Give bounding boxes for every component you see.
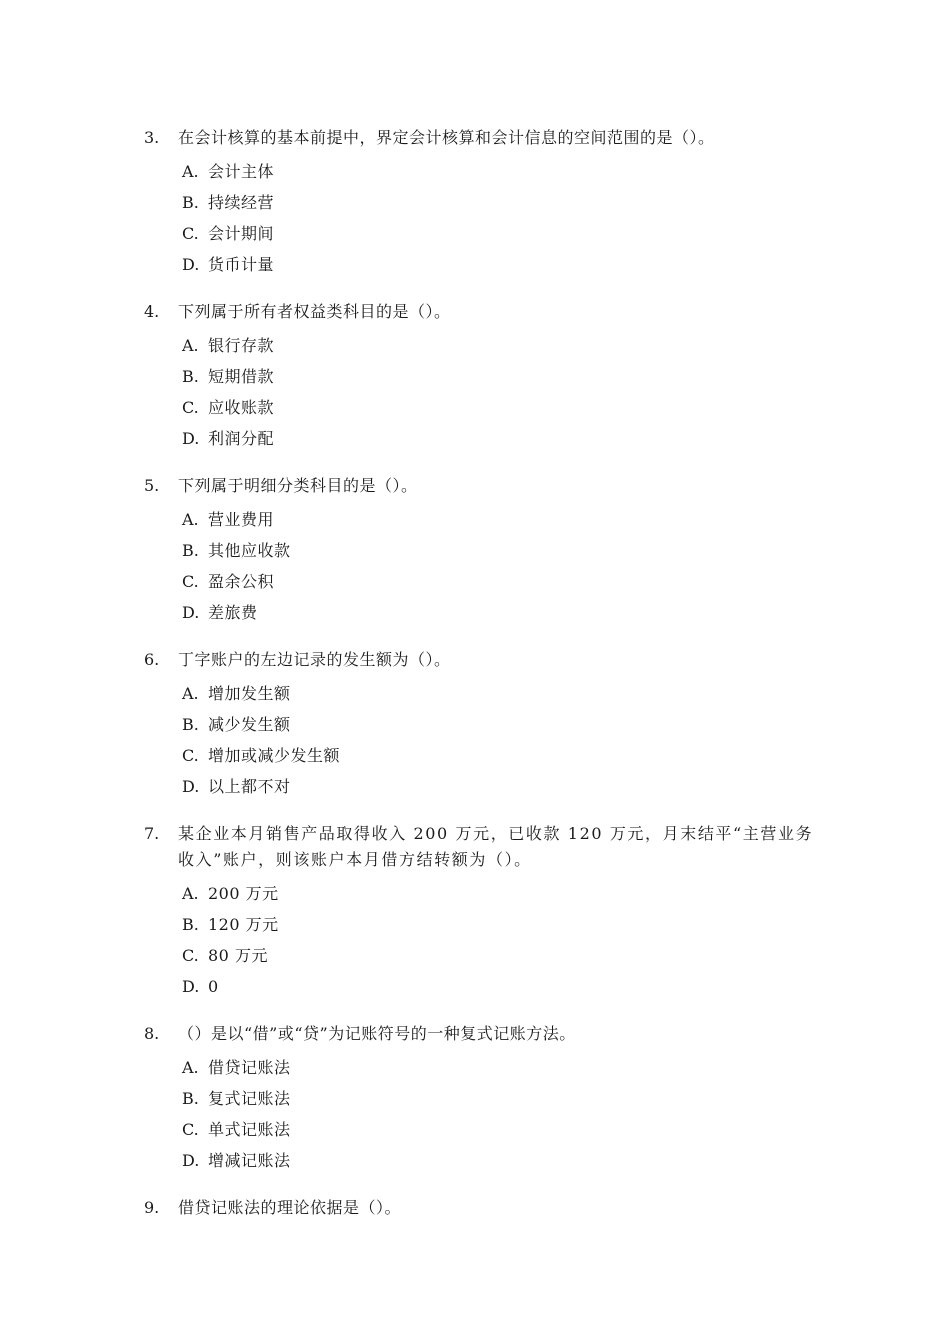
option-d (182, 771, 824, 802)
option-a (182, 156, 824, 187)
option-list (182, 678, 824, 802)
option-letter: A. (182, 1058, 199, 1077)
option-d (182, 423, 824, 454)
option-letter: C. (182, 746, 199, 765)
option-letter: B. (182, 915, 199, 934)
option-text: 利润分配 (208, 429, 275, 448)
question-7 (144, 821, 824, 1002)
option-text: 借贷记账法 (208, 1058, 291, 1077)
option-text: 盈余公积 (208, 572, 275, 591)
option-text: 营业费用 (208, 510, 275, 529)
question-number: 7. (144, 824, 160, 843)
option-letter: C. (182, 398, 199, 417)
question-3 (144, 125, 824, 280)
option-text: 增加或减少发生额 (208, 746, 341, 765)
option-d (182, 597, 824, 628)
option-b (182, 909, 824, 940)
option-text: 会计主体 (208, 162, 275, 181)
option-letter: A. (182, 510, 199, 529)
option-d (182, 249, 824, 280)
option-letter: A. (182, 884, 199, 903)
option-letter: D. (182, 977, 200, 996)
option-letter: C. (182, 572, 199, 591)
option-letter: B. (182, 1089, 199, 1108)
option-d (182, 1145, 824, 1176)
option-letter: C. (182, 1120, 199, 1139)
option-a (182, 878, 824, 909)
option-text: 120 万元 (208, 915, 279, 934)
option-letter: D. (182, 603, 200, 622)
option-letter: A. (182, 684, 199, 703)
option-letter: C. (182, 224, 199, 243)
option-letter: B. (182, 715, 199, 734)
question-4 (144, 299, 824, 454)
option-c (182, 1114, 824, 1145)
question-text: （）是以“借”或“贷”为记账符号的一种复式记账方法。 (178, 1024, 576, 1043)
option-list (182, 156, 824, 280)
question-text: 下列属于明细分类科目的是（）。 (178, 476, 418, 495)
option-text: 单式记账法 (208, 1120, 291, 1139)
option-letter: D. (182, 777, 200, 796)
option-b (182, 361, 824, 392)
option-b (182, 1083, 824, 1114)
option-text: 增加发生额 (208, 684, 291, 703)
option-text: 0 (208, 977, 219, 996)
option-text: 增减记账法 (208, 1151, 291, 1170)
option-b (182, 187, 824, 218)
question-number: 9. (144, 1198, 160, 1217)
option-letter: D. (182, 429, 200, 448)
option-text: 200 万元 (208, 884, 279, 903)
option-text: 80 万元 (208, 946, 268, 965)
option-b (182, 709, 824, 740)
option-text: 其他应收款 (208, 541, 291, 560)
option-c (182, 740, 824, 771)
option-list (182, 330, 824, 454)
question-5 (144, 473, 824, 628)
option-text: 银行存款 (208, 336, 275, 355)
option-c (182, 392, 824, 423)
question-number: 4. (144, 302, 160, 321)
question-number: 3. (144, 128, 160, 147)
option-text: 应收账款 (208, 398, 275, 417)
option-a (182, 504, 824, 535)
question-8 (144, 1021, 824, 1176)
question-number: 6. (144, 650, 160, 669)
option-c (182, 566, 824, 597)
question-text: 下列属于所有者权益类科目的是（）。 (178, 302, 451, 321)
question-6 (144, 647, 824, 802)
option-text: 减少发生额 (208, 715, 291, 734)
option-a (182, 1052, 824, 1083)
option-text: 复式记账法 (208, 1089, 291, 1108)
option-list (182, 504, 824, 628)
option-letter: A. (182, 336, 199, 355)
option-letter: B. (182, 541, 199, 560)
option-list (182, 1052, 824, 1176)
question-text: 某企业本月销售产品取得收入 200 万元，已收款 120 万元，月末结平“主营业务收入”账户，则该账户本月借方结转额为（）。 (178, 824, 814, 869)
option-b (182, 535, 824, 566)
option-text: 差旅费 (208, 603, 258, 622)
option-letter: D. (182, 1151, 200, 1170)
option-text: 短期借款 (208, 367, 275, 386)
option-d (182, 971, 824, 1002)
question-number: 5. (144, 476, 160, 495)
option-letter: B. (182, 367, 199, 386)
question-text: 在会计核算的基本前提中，界定会计核算和会计信息的空间范围的是（）。 (178, 128, 715, 147)
question-9 (144, 1195, 824, 1221)
question-text: 丁字账户的左边记录的发生额为（）。 (178, 650, 451, 669)
option-text: 会计期间 (208, 224, 275, 243)
option-text: 货币计量 (208, 255, 275, 274)
question-number: 8. (144, 1024, 160, 1043)
option-c (182, 940, 824, 971)
option-list (182, 878, 824, 1002)
option-letter: A. (182, 162, 199, 181)
option-a (182, 678, 824, 709)
option-text: 持续经营 (208, 193, 275, 212)
option-text: 以上都不对 (208, 777, 291, 796)
question-text: 借贷记账法的理论依据是（）。 (178, 1198, 402, 1217)
option-letter: D. (182, 255, 200, 274)
option-letter: B. (182, 193, 199, 212)
option-c (182, 218, 824, 249)
option-a (182, 330, 824, 361)
option-letter: C. (182, 946, 199, 965)
